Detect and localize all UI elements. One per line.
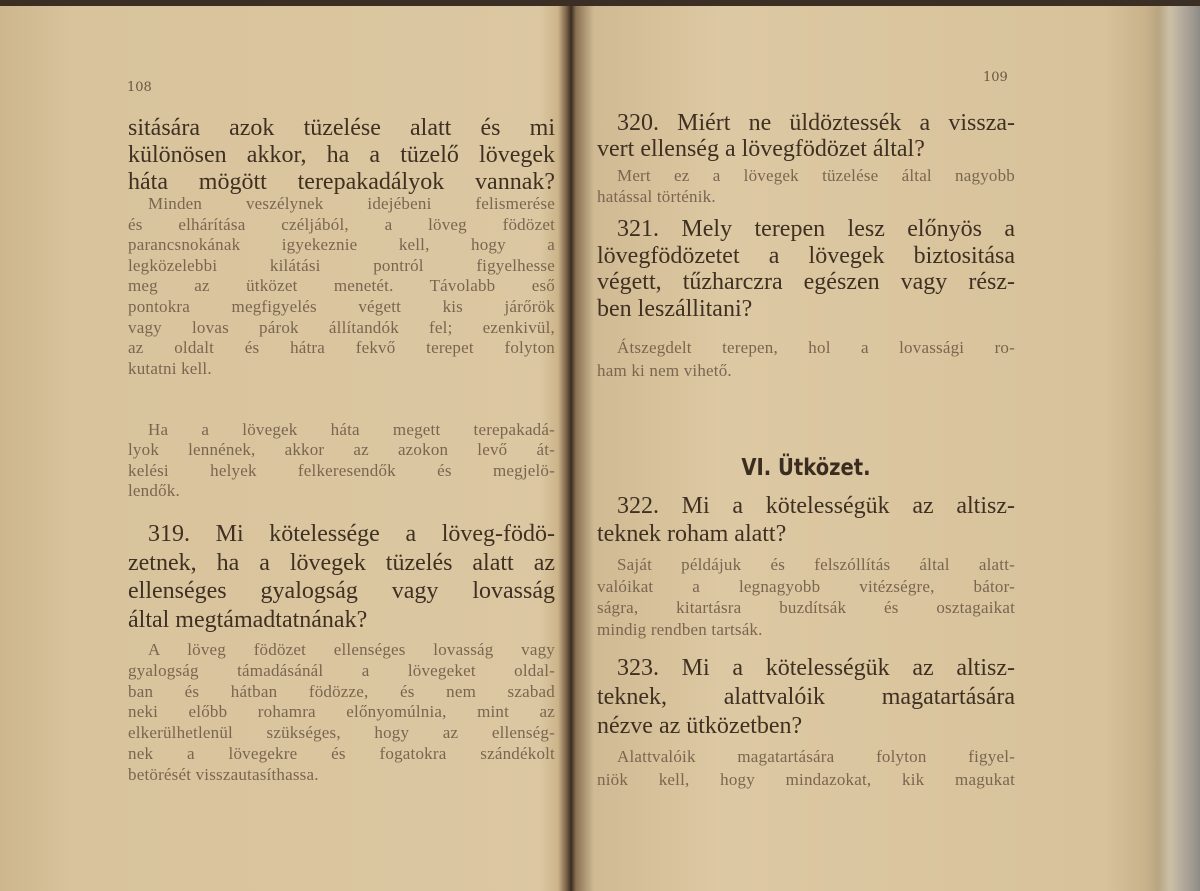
answer-line: vagy lovas párok állítandók fel; ezenkivül, bbox=[128, 317, 555, 337]
answer-line: meg az ütközet menetét. Távolabb eső bbox=[128, 276, 555, 296]
answer-line: Mert ez a lövegek tüzelése által nagyobb bbox=[617, 166, 1015, 185]
answer-line: Ha a lövegek háta megett terepakadá- bbox=[148, 420, 555, 439]
page-number-left: 108 bbox=[127, 80, 152, 95]
answer-line: hatással történik. bbox=[597, 187, 716, 206]
question-line: háta mögött terepakadályok vannak? bbox=[128, 169, 555, 195]
answer-line: kelési helyek felkeresendők és megjelö- bbox=[128, 460, 555, 480]
question-line: 320. Miért ne üldöztessék a vissza- bbox=[617, 110, 1015, 136]
question-line: 322. Mi a kötelességük az altisz- bbox=[617, 493, 1015, 519]
answer-line: lendők. bbox=[128, 480, 180, 500]
answer-line: Saját példájuk és felszóllítás által alatt- bbox=[617, 555, 1015, 574]
answer-line: és elhárítása czéljából, a löveg födözet bbox=[128, 214, 555, 234]
answer-line: Átszegdelt terepen, hol a lovassági ro- bbox=[617, 338, 1015, 357]
question-line: sitására azok tüzelése alatt és mi bbox=[128, 115, 555, 141]
chapter-title: VI. Ütközet. bbox=[741, 455, 871, 481]
answer-line: Alattvalóik magatartására folyton figyel- bbox=[617, 747, 1015, 766]
answer-line: nek a lövegekre és fogatokra szándékolt bbox=[128, 744, 555, 763]
question-line: által megtámadtatnának? bbox=[128, 606, 368, 633]
question-line: nézve az ütközetben? bbox=[597, 713, 803, 739]
answer-line: A löveg födözet ellenséges lovasság vagy bbox=[148, 640, 555, 659]
answer-line: neki előbb rohamra előnyomúlnia, mint az bbox=[128, 702, 555, 722]
answer-line: Minden veszélynek idejébeni felismerése bbox=[148, 194, 555, 213]
answer-line: niök kell, hogy mindazokat, kik magukat bbox=[597, 770, 1015, 789]
answer-line: pontokra megfigyelés végett kis járőrök bbox=[128, 297, 555, 316]
answer-line: parancsnokának igyekeznie kell, hogy a bbox=[128, 235, 555, 255]
answer-line: ham ki nem vihető. bbox=[597, 361, 732, 380]
question-line: ben leszállitani? bbox=[597, 296, 753, 323]
answer-line: ságra, kitartásra buzdítsák és osztagaikat bbox=[597, 598, 1015, 618]
answer-line: elkerülhetlenül szükséges, hogy az ellenség- bbox=[128, 723, 555, 743]
question-line: teknek roham alatt? bbox=[597, 521, 787, 547]
question-line: lövegfödözetet a lövegek biztositása bbox=[597, 242, 1015, 269]
question-line: zetnek, ha a lövegek tüzelés alatt az bbox=[128, 549, 555, 576]
answer-line: valóikat a legnagyobb vitézségre, bátor- bbox=[597, 576, 1015, 596]
answer-line: mindig rendben tartsák. bbox=[597, 620, 763, 640]
question-line: 323. Mi a kötelességük az altisz- bbox=[617, 655, 1015, 681]
question-line: 319. Mi kötelessége a löveg-födö- bbox=[148, 521, 555, 547]
question-line: vert ellenség a lövegfödözet által? bbox=[597, 136, 925, 162]
page-number-right: 109 bbox=[983, 70, 1008, 85]
question-line: ellenséges gyalogság vagy lovasság bbox=[128, 578, 555, 604]
question-line: különösen akkor, ha a tüzelő lövegek bbox=[128, 142, 555, 168]
answer-line: kutatni kell. bbox=[128, 358, 212, 378]
answer-line: gyalogság támadásánál a lövegeket oldal- bbox=[128, 660, 555, 680]
question-line: végett, tűzharczra egészen vagy rész- bbox=[597, 269, 1015, 296]
question-line: teknek, alattvalóik magatartására bbox=[597, 684, 1015, 710]
answer-line: legközelebbi kilátási pontról figyelhesse bbox=[128, 255, 555, 275]
answer-line: az oldalt és hátra fekvő terepet folyton bbox=[128, 338, 555, 358]
answer-line: lyok lennének, akkor az azokon levő át- bbox=[128, 440, 555, 460]
question-line: 321. Mely terepen lesz előnyös a bbox=[617, 216, 1015, 242]
answer-line: betörését visszautasíthassa. bbox=[128, 764, 319, 784]
answer-line: ban és hátban födözze, és nem szabad bbox=[128, 681, 555, 701]
